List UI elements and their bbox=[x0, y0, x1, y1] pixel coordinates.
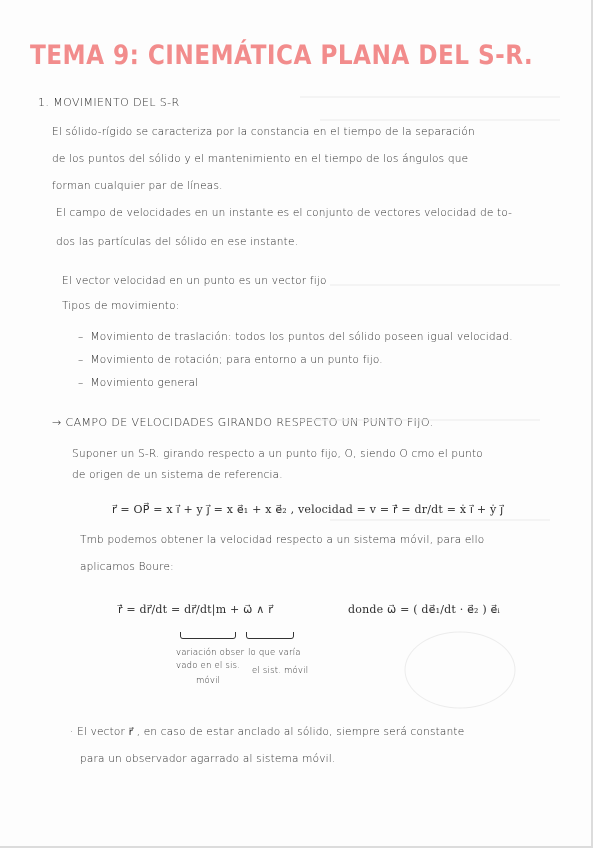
note-b-line-1: lo que varía bbox=[248, 648, 301, 658]
paragraph-3: El vector velocidad en un punto es un vector fijo bbox=[62, 275, 327, 287]
paragraph-2-line-2: dos las partículas del sólido en ese instante. bbox=[56, 236, 299, 248]
types-heading: Tipos de movimiento: bbox=[62, 300, 180, 312]
type-item-rotation: – Movimiento de rotación; para entorno a un punto fijo. bbox=[78, 354, 383, 366]
position-velocity-equation: r⃗ = OP⃗ = x i⃗ + y j⃗ = x e⃗₁ + x e⃗₂ , velocidad = v = ṙ⃗ = dr/dt = ẋ i⃗ + ẏ j⃗ bbox=[112, 503, 504, 516]
paragraph-4-line-2: de origen de un sistema de referencia. bbox=[72, 469, 283, 481]
paragraph-1-line-3: forman cualquier par de líneas. bbox=[52, 180, 223, 192]
section-1-heading: 1. MOVIMIENTO DEL S-R bbox=[38, 96, 180, 109]
paragraph-1-line-1: El sólido-rígido se caracteriza por la constancia en el tiempo de la separación bbox=[52, 126, 475, 138]
paragraph-6-line-2: para un observador agarrado al sistema móvil. bbox=[80, 753, 336, 765]
paragraph-4-line-1: Suponer un S-R. girando respecto a un punto fijo, O, siendo O cmo el punto bbox=[72, 448, 483, 460]
note-b-line-2: el sist. móvil bbox=[252, 666, 309, 676]
type-item-translation: – Movimiento de traslación: todos los puntos del sólido poseen igual velocidad. bbox=[78, 331, 513, 343]
note-a-line-1: variación obser bbox=[176, 648, 245, 658]
paragraph-2-line-1: El campo de velocidades en un instante es el conjunto de vectores velocidad de to- bbox=[56, 207, 513, 219]
section-2-heading: → CAMPO DE VELOCIDADES GIRANDO RESPECTO UN PUNTO FIJO. bbox=[52, 416, 434, 429]
omega-definition: donde ω⃗ = ( de⃗₁/dt · e⃗₂ ) e⃗ᵢ bbox=[348, 603, 500, 616]
note-a-line-2: vado en el sis. bbox=[176, 661, 241, 671]
paragraph-1-line-2: de los puntos del sólido y el mantenimiento en el tiempo de los ángulos que bbox=[52, 153, 469, 165]
note-a-line-3: móvil bbox=[196, 676, 221, 686]
boure-equation: ṙ⃗ = dr⃗/dt = dr⃗/dt|m + ω⃗ ∧ r⃗ bbox=[118, 603, 273, 616]
paragraph-5-line-2: aplicamos Boure: bbox=[80, 561, 174, 573]
paragraph-6-line-1: · El vector r⃗ , en caso de estar anclado al sólido, siempre será constante bbox=[70, 726, 465, 738]
paragraph-5-line-1: Tmb podemos obtener la velocidad respecto a un sistema móvil, para ello bbox=[80, 534, 485, 546]
type-item-general: – Movimiento general bbox=[78, 377, 199, 389]
page-title: TEMA 9: CINEMÁTICA PLANA DEL S-R. bbox=[30, 40, 534, 71]
